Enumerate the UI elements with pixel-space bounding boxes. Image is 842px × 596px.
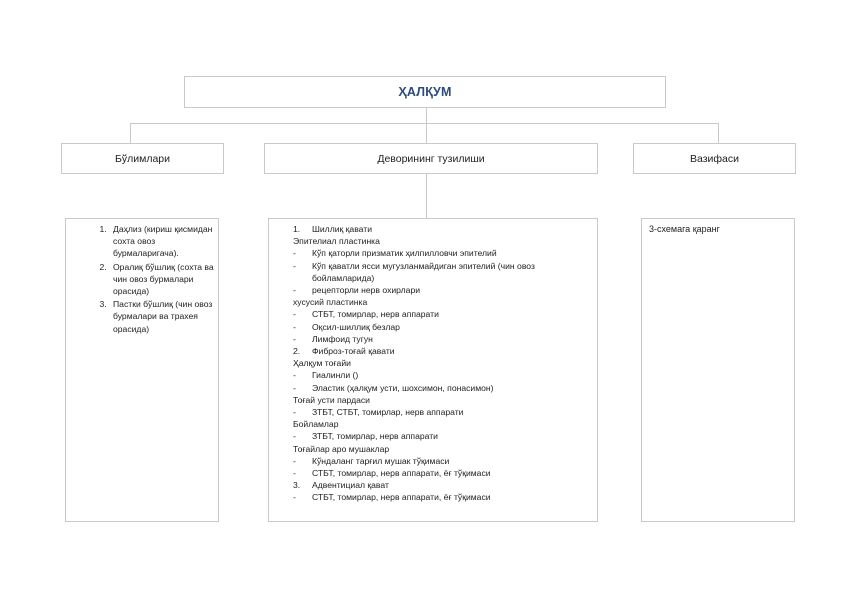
list-item-text: СТБТ, томирлар, нерв аппарати [312,309,439,320]
list-item [293,491,591,503]
list-item [293,443,591,455]
list-item: 3. Пастки бўшлиқ (чин овоз бурмалари ва трахея орасида) [109,298,218,335]
list-marker: - [293,370,296,381]
list-item-text: ЗТБТ, томирлар, нерв аппарати [312,431,438,442]
header-function [633,143,796,174]
list-item-text: Эластик (ҳалқум усти, шохсимон, понасимон) [312,382,494,393]
header-parts-label: Бўлимлари [114,152,171,165]
list-item-text: ЗТБТ, СТБТ, томирлар, нерв аппарати [312,407,464,418]
list-item-text: Кўп қаватли ясси мугузланмайдиган эпителий (чин овоз бойламларида) [312,260,535,283]
list-item-text: Кўп қаторли призматик ҳилпилловчи эпителий [312,248,497,259]
header-wall-structure-label: Деворининг тузилиши [377,152,485,165]
connector-mid-header-to-body [426,174,427,218]
list-marker: - [293,468,296,479]
list-marker: - [293,321,296,332]
list-marker: - [293,248,296,259]
list-marker: - [293,285,296,296]
list-item [293,467,591,479]
list-marker: 1. [293,224,301,234]
title-box [184,76,666,108]
list-item-text: Ҳалқум тоғайи [293,358,351,369]
list-marker: - [293,431,296,442]
list-item [293,394,591,406]
parts-list [66,223,218,335]
wall-structure-box [268,218,598,522]
list-item-text: Гиалинли () [312,370,359,381]
list-marker: - [293,407,296,418]
list-item [293,382,591,394]
list-item-text: Тоғай усти пардаси [293,394,370,405]
diagram-title: ҲАЛҚУМ [398,85,452,99]
list-item [293,357,591,369]
connector-left-drop [130,123,131,143]
function-box [641,218,795,522]
list-item-text: рецепторли нерв охирлари [312,285,421,296]
list-item [293,345,591,357]
list-item-text: СТБТ, томирлар, нерв аппарати, ёғ тўқимаси [312,492,491,503]
list-item-text: Фиброз-тоғай қавати [312,346,395,357]
list-item [293,223,591,235]
list-item-text: Бойламлар [293,419,339,430]
list-item-text: Шиллиқ қавати [312,224,372,234]
list-item [293,284,591,296]
list-item [293,406,591,418]
list-item [293,333,591,345]
list-marker: - [293,455,296,466]
list-item [293,321,591,333]
wall-structure-list [293,223,591,504]
list-item [293,479,591,491]
header-parts [61,143,224,174]
list-item [293,418,591,430]
list-marker: - [293,333,296,344]
list-item [293,247,591,259]
list-item: 1. Даҳлиз (кириш қисмидан сохта овоз бурмаларигача). [109,223,218,260]
list-item [293,369,591,381]
list-item-text: СТБТ, томирлар, нерв аппарати, ёғ тўқимаси [312,468,491,479]
parts-box [65,218,219,522]
list-marker: - [293,492,296,503]
list-item-text: Эпителиал пластинка [293,236,380,247]
list-marker: 2. [293,346,301,357]
connector-horizontal [130,123,719,124]
list-item-text: Кўндаланг тарғил мушак тўқимаси [312,455,450,466]
list-marker: - [293,382,296,393]
list-item-text: Оқсил-шиллиқ безлар [312,321,400,332]
list-item [293,430,591,442]
header-wall-structure [264,143,598,174]
list-marker: 3. [293,480,301,491]
list-item [293,235,591,247]
list-item [293,296,591,308]
header-function-label: Вазифаси [690,152,739,165]
list-item-text: Адвентициал қават [312,480,389,491]
list-marker: - [293,260,296,271]
list-item-text: хусусий пластинка [293,297,368,308]
list-item-text: Лимфоид тугун [312,333,373,344]
list-item: 2. Оралиқ бўшлиқ (сохта ва чин овоз бурмалари орасида) [109,261,218,298]
list-marker: - [293,309,296,320]
list-item [293,308,591,320]
list-item [293,455,591,467]
connector-mid-drop [426,123,427,143]
connector-right-drop [718,123,719,143]
connector-title-down [426,108,427,123]
function-text: 3-схемага қаранг [649,224,720,234]
list-item [293,260,591,284]
list-item-text: Тоғайлар аро мушаклар [293,443,390,454]
